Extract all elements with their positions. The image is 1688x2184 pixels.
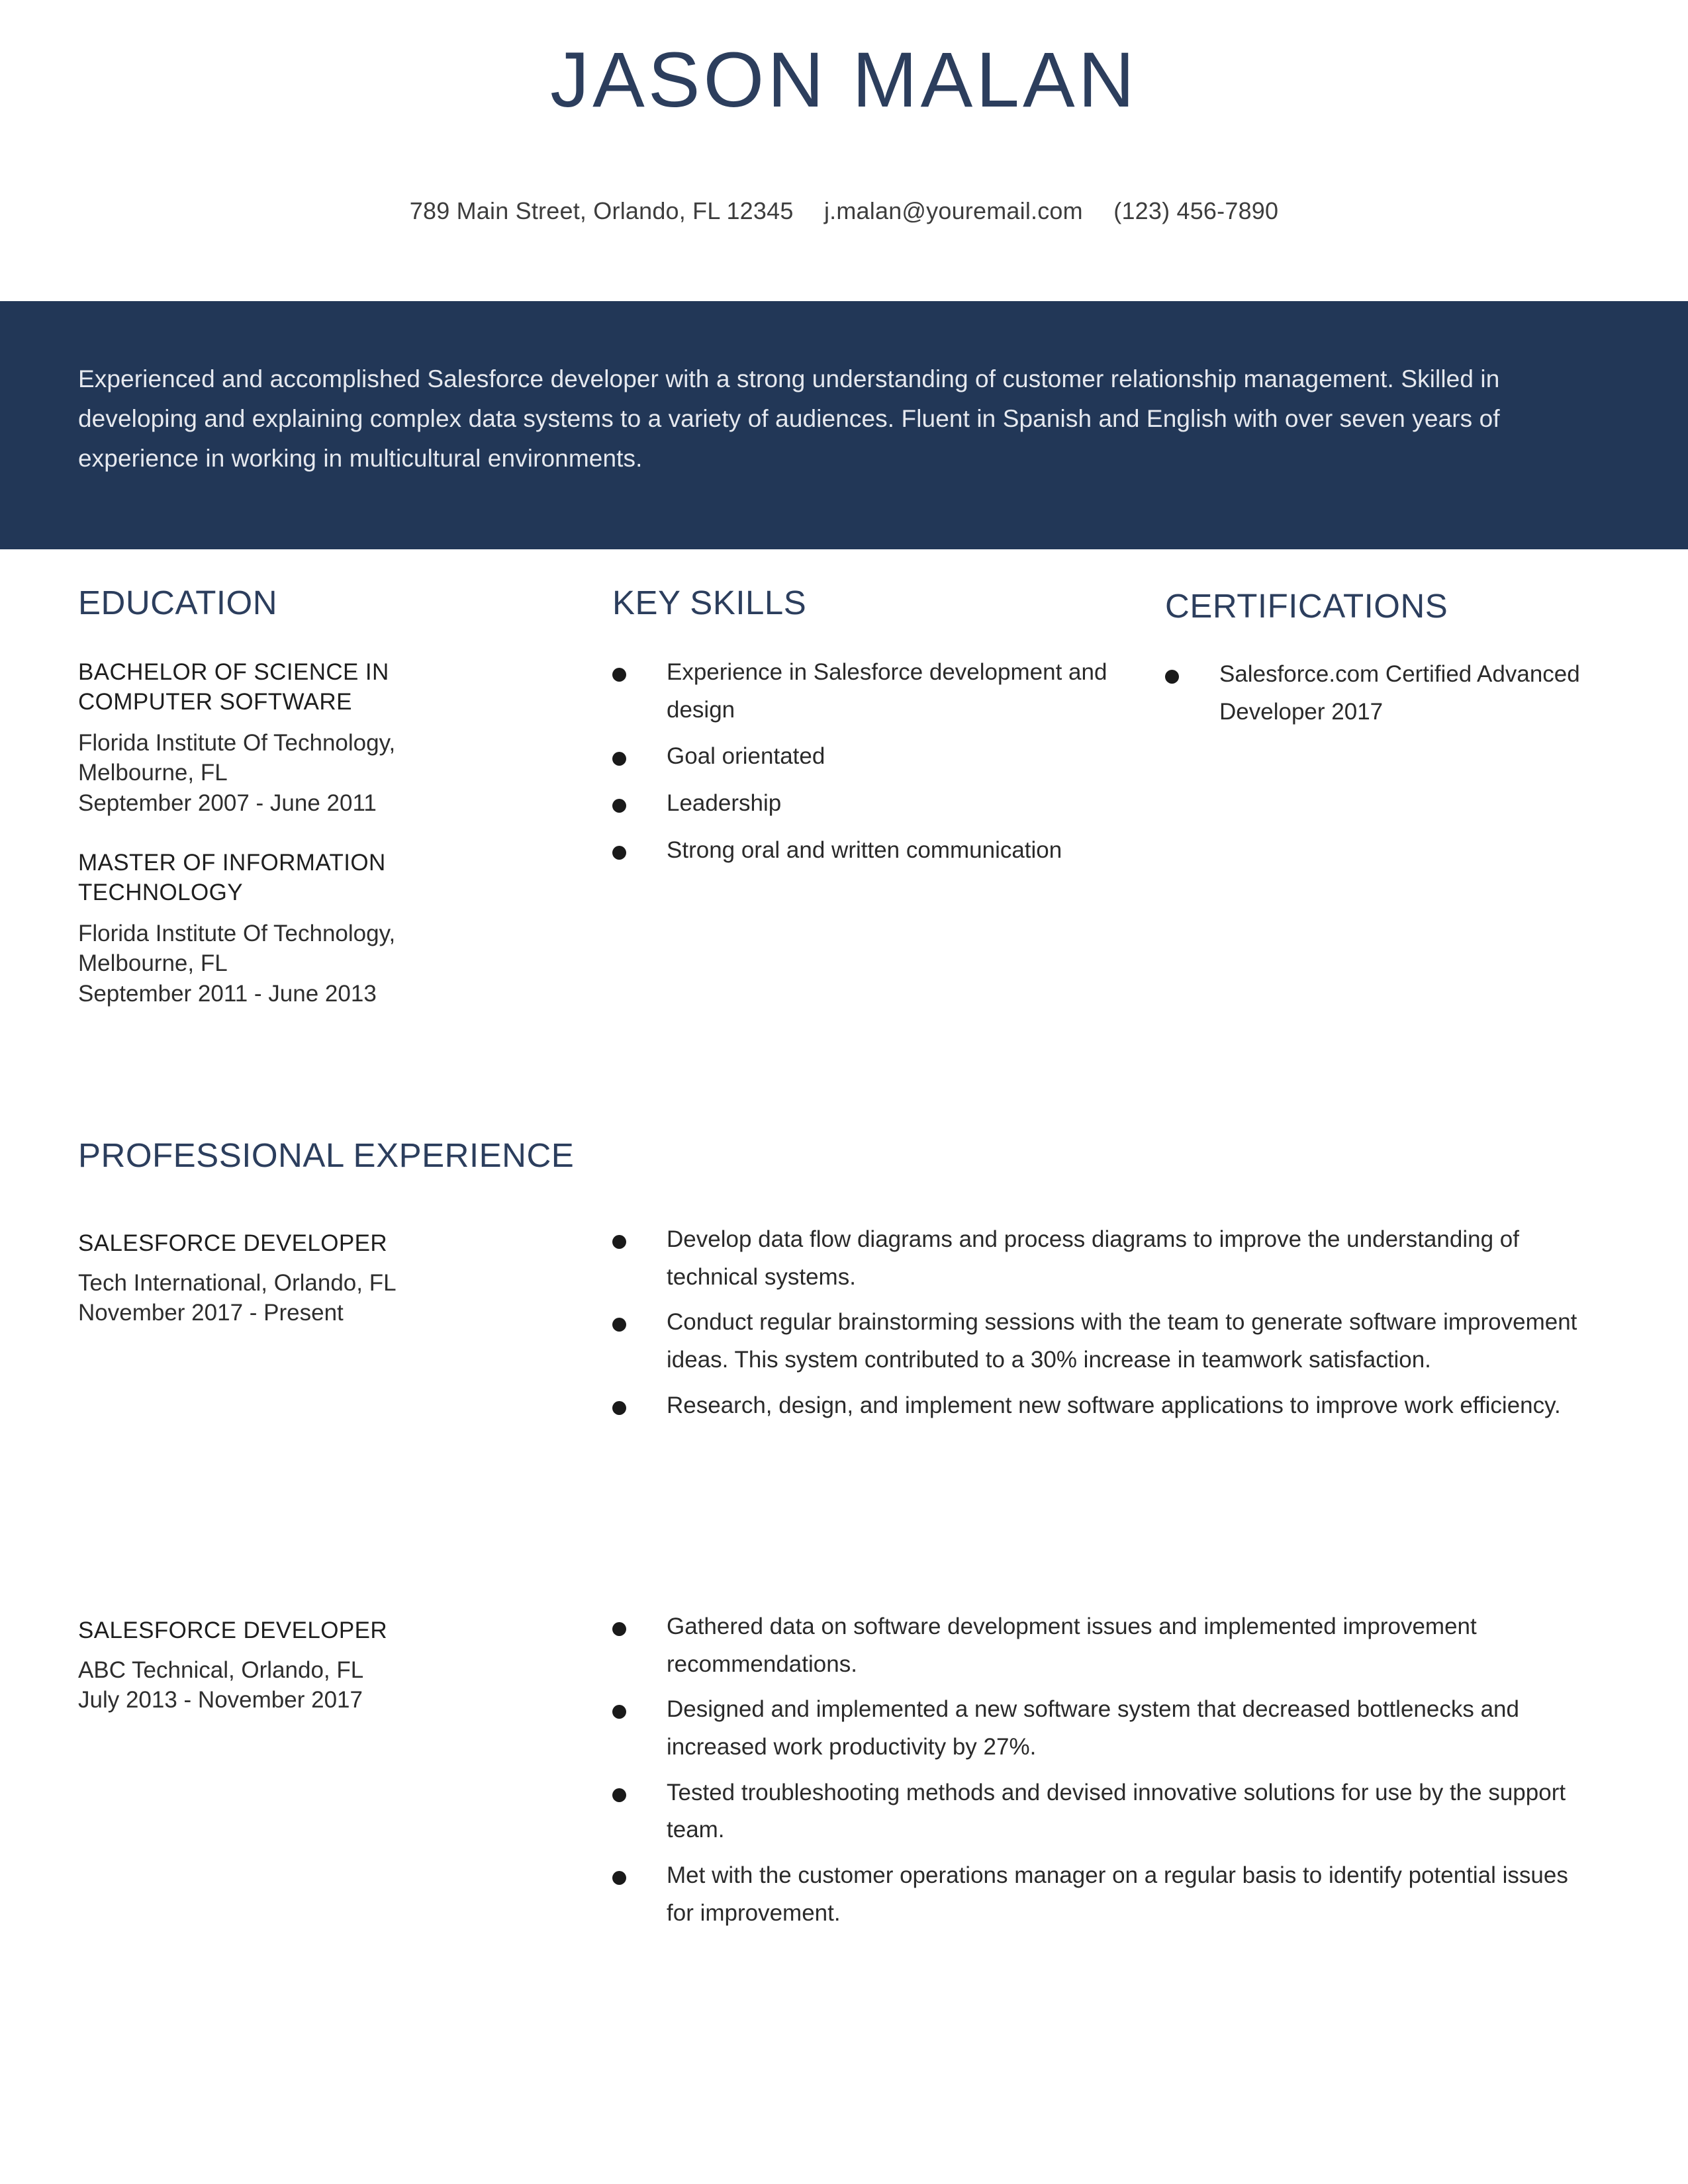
key-skills-list	[612, 654, 1115, 869]
education-heading: EDUCATION	[78, 584, 278, 621]
education-dates: September 2011 - June 2013	[78, 980, 377, 1007]
contact-address: 789 Main Street, Orlando, FL 12345	[409, 197, 794, 224]
list-item: Strong oral and written communication	[612, 832, 1115, 870]
resume-header	[0, 0, 1688, 301]
education-degree-line-2: COMPUTER SOFTWARE	[78, 688, 352, 715]
job-dates: July 2013 - November 2017	[78, 1687, 363, 1713]
education-school-line-1: Florida Institute Of Technology,	[78, 920, 396, 946]
education-degree-line-2: TECHNOLOGY	[78, 879, 244, 905]
certifications-heading: CERTIFICATIONS	[1165, 587, 1448, 625]
list-item: Conduct regular brainstorming sessions with the team to generate software improvement ideas. This system contributed to a 30% increase in teamwork satisfaction.	[612, 1304, 1592, 1379]
list-item: Develop data flow diagrams and process diagrams to improve the understanding of technical systems.	[612, 1221, 1592, 1296]
contact-phone: (123) 456-7890	[1113, 197, 1279, 224]
certifications-section	[1165, 589, 1655, 731]
certifications-list-wrapper	[1165, 656, 1655, 731]
education-dates: September 2007 - June 2011	[78, 790, 377, 816]
education-degree-line-1: BACHELOR OF SCIENCE IN	[78, 659, 389, 685]
experience-job-meta	[78, 1616, 581, 1715]
key-skills-list-wrapper	[612, 654, 1115, 869]
list-item: Experience in Salesforce development and design	[612, 654, 1115, 729]
list-item: Gathered data on software development issues and implemented improvement recommendations.	[612, 1608, 1592, 1683]
professional-summary-band	[0, 301, 1688, 549]
education-entry	[78, 658, 581, 818]
list-item: Goal orientated	[612, 738, 1115, 776]
list-item: Met with the customer operations manager on a regular basis to identify potential issues for improvement.	[612, 1857, 1592, 1932]
experience-job-meta	[78, 1229, 581, 1328]
experience-job-bullets	[612, 1608, 1592, 1933]
job-bullet-list	[612, 1608, 1592, 1933]
contact-line	[0, 197, 1688, 225]
list-item: Leadership	[612, 785, 1115, 823]
experience-job-bullets	[612, 1221, 1592, 1424]
education-degree-line-1: MASTER OF INFORMATION	[78, 850, 386, 876]
education-entries	[78, 658, 581, 1009]
education-section	[78, 586, 581, 1009]
job-company: ABC Technical, Orlando, FL	[78, 1657, 364, 1683]
job-company: Tech International, Orlando, FL	[78, 1269, 397, 1296]
key-skills-heading: KEY SKILLS	[612, 584, 807, 621]
job-dates: November 2017 - Present	[78, 1300, 344, 1326]
education-school-line-2: Melbourne, FL	[78, 760, 228, 786]
candidate-name: JASON MALAN	[550, 36, 1138, 124]
education-entry	[78, 848, 581, 1009]
education-school-line-2: Melbourne, FL	[78, 950, 228, 977]
experience-heading: PROFESSIONAL EXPERIENCE	[78, 1136, 575, 1174]
list-item: Tested troubleshooting methods and devised innovative solutions for use by the support team.	[612, 1774, 1592, 1849]
list-item: Designed and implemented a new software system that decreased bottlenecks and increased work productivity by 27%.	[612, 1691, 1592, 1766]
professional-summary-text: Experienced and accomplished Salesforce developer with a strong understanding of customer relationship management. Skilled in developing and explaining complex data systems to a variety of audiences. Fluent in Spanish and English with over seven years of experience in working in multicultural environments.	[78, 365, 1500, 472]
key-skills-section	[612, 586, 1115, 869]
contact-email[interactable]: j.malan@youremail.com	[823, 197, 1083, 224]
education-school-line-1: Florida Institute Of Technology,	[78, 729, 396, 756]
list-item: Research, design, and implement new software applications to improve work efficiency.	[612, 1387, 1592, 1425]
job-title: SALESFORCE DEVELOPER	[78, 1230, 388, 1256]
certifications-list	[1165, 656, 1655, 731]
job-title: SALESFORCE DEVELOPER	[78, 1617, 388, 1643]
job-bullet-list	[612, 1221, 1592, 1424]
list-item: Salesforce.com Certified Advanced Developer 2017	[1165, 656, 1655, 731]
